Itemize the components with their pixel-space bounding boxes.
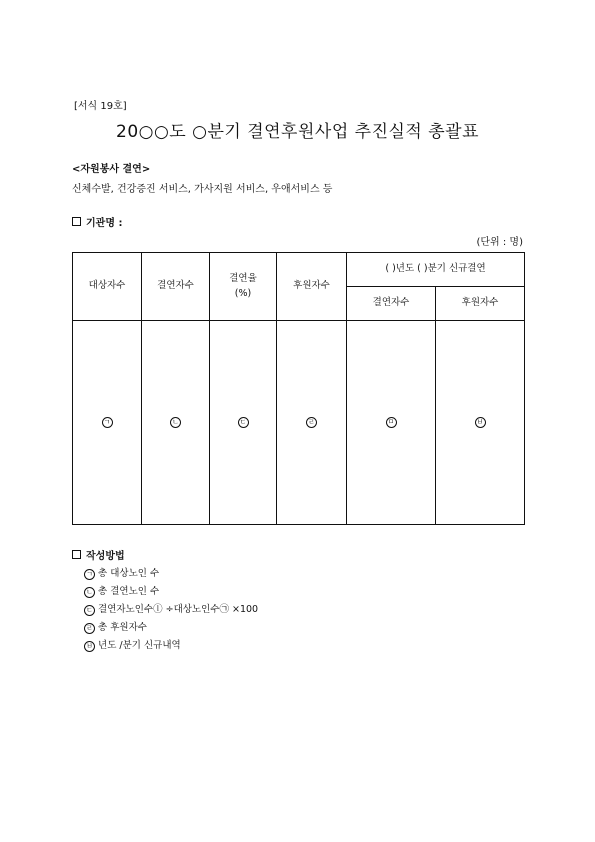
- marker-circle: ㄴ: [170, 417, 181, 428]
- marker-circle: ㄱ: [102, 417, 113, 428]
- marker-circle: ㅁ: [386, 417, 397, 428]
- method-item-text: 총 결연노인 수: [98, 586, 160, 597]
- cell-new-sponsors: [436, 321, 525, 525]
- header-rate-unit: (%): [234, 287, 252, 299]
- marker-circle: ㅂ: [475, 417, 486, 428]
- summary-table: [72, 252, 525, 525]
- method-item: [84, 565, 258, 583]
- marker-circle: ㅂ: [84, 641, 95, 652]
- method-item: [84, 619, 258, 637]
- method-item: [84, 637, 258, 655]
- header-rate-label: 결연율: [229, 273, 257, 285]
- cell-matched: [142, 321, 210, 525]
- method-item-text: 년도 /분기 신규내역: [98, 640, 181, 651]
- cell-rate: [210, 321, 277, 525]
- marker-circle: ㄴ: [84, 587, 95, 598]
- cell-sponsors: [277, 321, 347, 525]
- marker-circle: ㄹ: [84, 623, 95, 634]
- header-targets: 대상자수: [73, 253, 142, 321]
- cell-targets: [73, 321, 142, 525]
- institution-label-row: [72, 214, 122, 229]
- marker-circle: ㄹ: [306, 417, 317, 428]
- method-item-text: 총 대상노인 수: [98, 568, 160, 579]
- method-list: [84, 565, 258, 655]
- header-new-matched: 결연자수: [347, 287, 436, 321]
- section-description: 신체수발, 건강증진 서비스, 가사지원 서비스, 우애서비스 등: [72, 184, 333, 195]
- header-matched: 결연자수: [142, 253, 210, 321]
- method-item-text: 결연자노인수ⓛ ÷대상노인수㉠ ×100: [98, 604, 259, 615]
- method-item: [84, 601, 258, 619]
- header-new-group: ( )년도 ( )분기 신규결연: [347, 253, 525, 287]
- marker-circle: ㄷ: [84, 605, 95, 616]
- section-heading: <자원봉사 결연>: [72, 164, 151, 175]
- institution-label: 기관명 :: [86, 218, 123, 229]
- method-heading-row: [72, 547, 125, 562]
- method-item-text: 총 후원자수: [98, 622, 147, 633]
- method-item: [84, 583, 258, 601]
- unit-label: (단위 : 명): [476, 237, 523, 248]
- checkbox-square-icon: [72, 550, 81, 559]
- marker-circle: ㄷ: [238, 417, 249, 428]
- header-new-sponsors: 후원자수: [436, 287, 525, 321]
- header-sponsors: 후원자수: [277, 253, 347, 321]
- method-heading: 작성방법: [86, 551, 125, 562]
- form-number: [서식 19호]: [74, 101, 127, 112]
- cell-new-matched: [347, 321, 436, 525]
- page-title: 20○○도 ○분기 결연후원사업 추진실적 총괄표: [116, 122, 479, 142]
- marker-circle: ㄱ: [84, 569, 95, 580]
- checkbox-square-icon: [72, 217, 81, 226]
- header-rate: [210, 253, 277, 321]
